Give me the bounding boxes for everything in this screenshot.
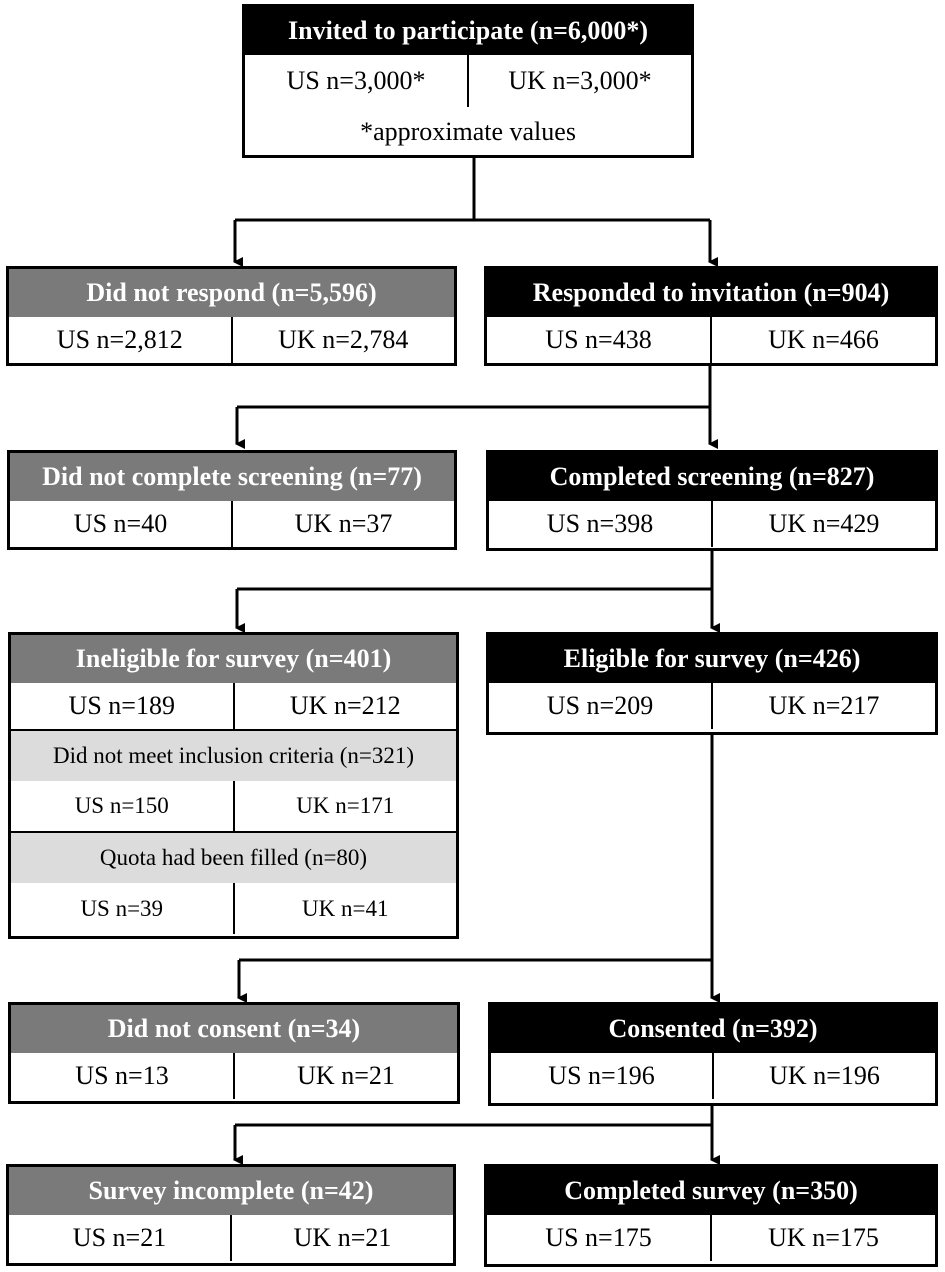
ineligible-title: Ineligible for survey (n=401) — [11, 635, 456, 683]
completed-screening-title: Completed screening (n=827) — [489, 453, 935, 501]
inclusion-criteria-title: Did not meet inclusion criteria (n=321) — [11, 731, 456, 781]
survey-incomplete-box — [6, 1164, 456, 1266]
ineligible-uk: UK n=212 — [289, 691, 401, 720]
ineligible-box — [8, 632, 459, 939]
quota-filled-uk: UK n=41 — [302, 895, 389, 921]
completed-screening-us: US n=398 — [489, 501, 713, 547]
survey-incomplete-title: Survey incomplete (n=42) — [9, 1167, 453, 1215]
consented-us: US n=196 — [491, 1053, 714, 1099]
invited-note: *approximate values — [360, 117, 576, 146]
survey-incomplete-us: US n=21 — [9, 1215, 232, 1261]
quota-filled-title: Quota had been filled (n=80) — [11, 833, 456, 883]
eligible-title: Eligible for survey (n=426) — [489, 635, 935, 683]
eligible-uk: UK n=217 — [768, 691, 880, 720]
consented-box — [488, 1002, 938, 1106]
inclusion-criteria-uk: UK n=171 — [296, 793, 395, 818]
invited-uk: UK n=3,000* — [508, 66, 652, 95]
completed-screening-uk: UK n=429 — [768, 509, 880, 538]
did-not-consent-uk: UK n=21 — [297, 1061, 395, 1090]
did-not-complete-screening-us: US n=40 — [10, 501, 233, 547]
did-not-consent-box — [8, 1002, 460, 1104]
responded-title: Responded to invitation (n=904) — [487, 269, 935, 317]
did-not-complete-screening-uk: UK n=37 — [294, 509, 393, 538]
invited-box — [242, 4, 694, 158]
did-not-respond-us: US n=2,812 — [9, 317, 233, 363]
completed-screening-box — [486, 450, 938, 551]
did-not-complete-screening-title: Did not complete screening (n=77) — [10, 453, 454, 501]
ineligible-us: US n=189 — [11, 683, 235, 729]
completed-survey-us: US n=175 — [487, 1215, 712, 1261]
did-not-respond-uk: UK n=2,784 — [278, 325, 409, 354]
eligible-box — [486, 632, 938, 735]
responded-us: US n=438 — [487, 317, 712, 363]
consented-uk: UK n=196 — [769, 1061, 880, 1090]
did-not-consent-us: US n=13 — [11, 1053, 235, 1099]
invited-title: Invited to participate (n=6,000*) — [245, 7, 691, 55]
inclusion-criteria-us: US n=150 — [11, 781, 235, 831]
responded-box — [484, 266, 938, 366]
completed-survey-uk: UK n=175 — [768, 1223, 879, 1252]
did-not-respond-box — [6, 266, 457, 366]
eligible-us: US n=209 — [489, 683, 713, 729]
completed-survey-title: Completed survey (n=350) — [487, 1167, 935, 1215]
did-not-complete-screening-box — [7, 450, 457, 550]
invited-us: US n=3,000* — [245, 55, 469, 107]
survey-incomplete-uk: UK n=21 — [293, 1223, 392, 1252]
consented-title: Consented (n=392) — [491, 1005, 935, 1053]
completed-survey-box — [484, 1164, 938, 1267]
did-not-respond-title: Did not respond (n=5,596) — [9, 269, 454, 317]
did-not-consent-title: Did not consent (n=34) — [11, 1005, 457, 1053]
quota-filled-us: US n=39 — [11, 883, 235, 934]
responded-uk: UK n=466 — [768, 325, 879, 354]
